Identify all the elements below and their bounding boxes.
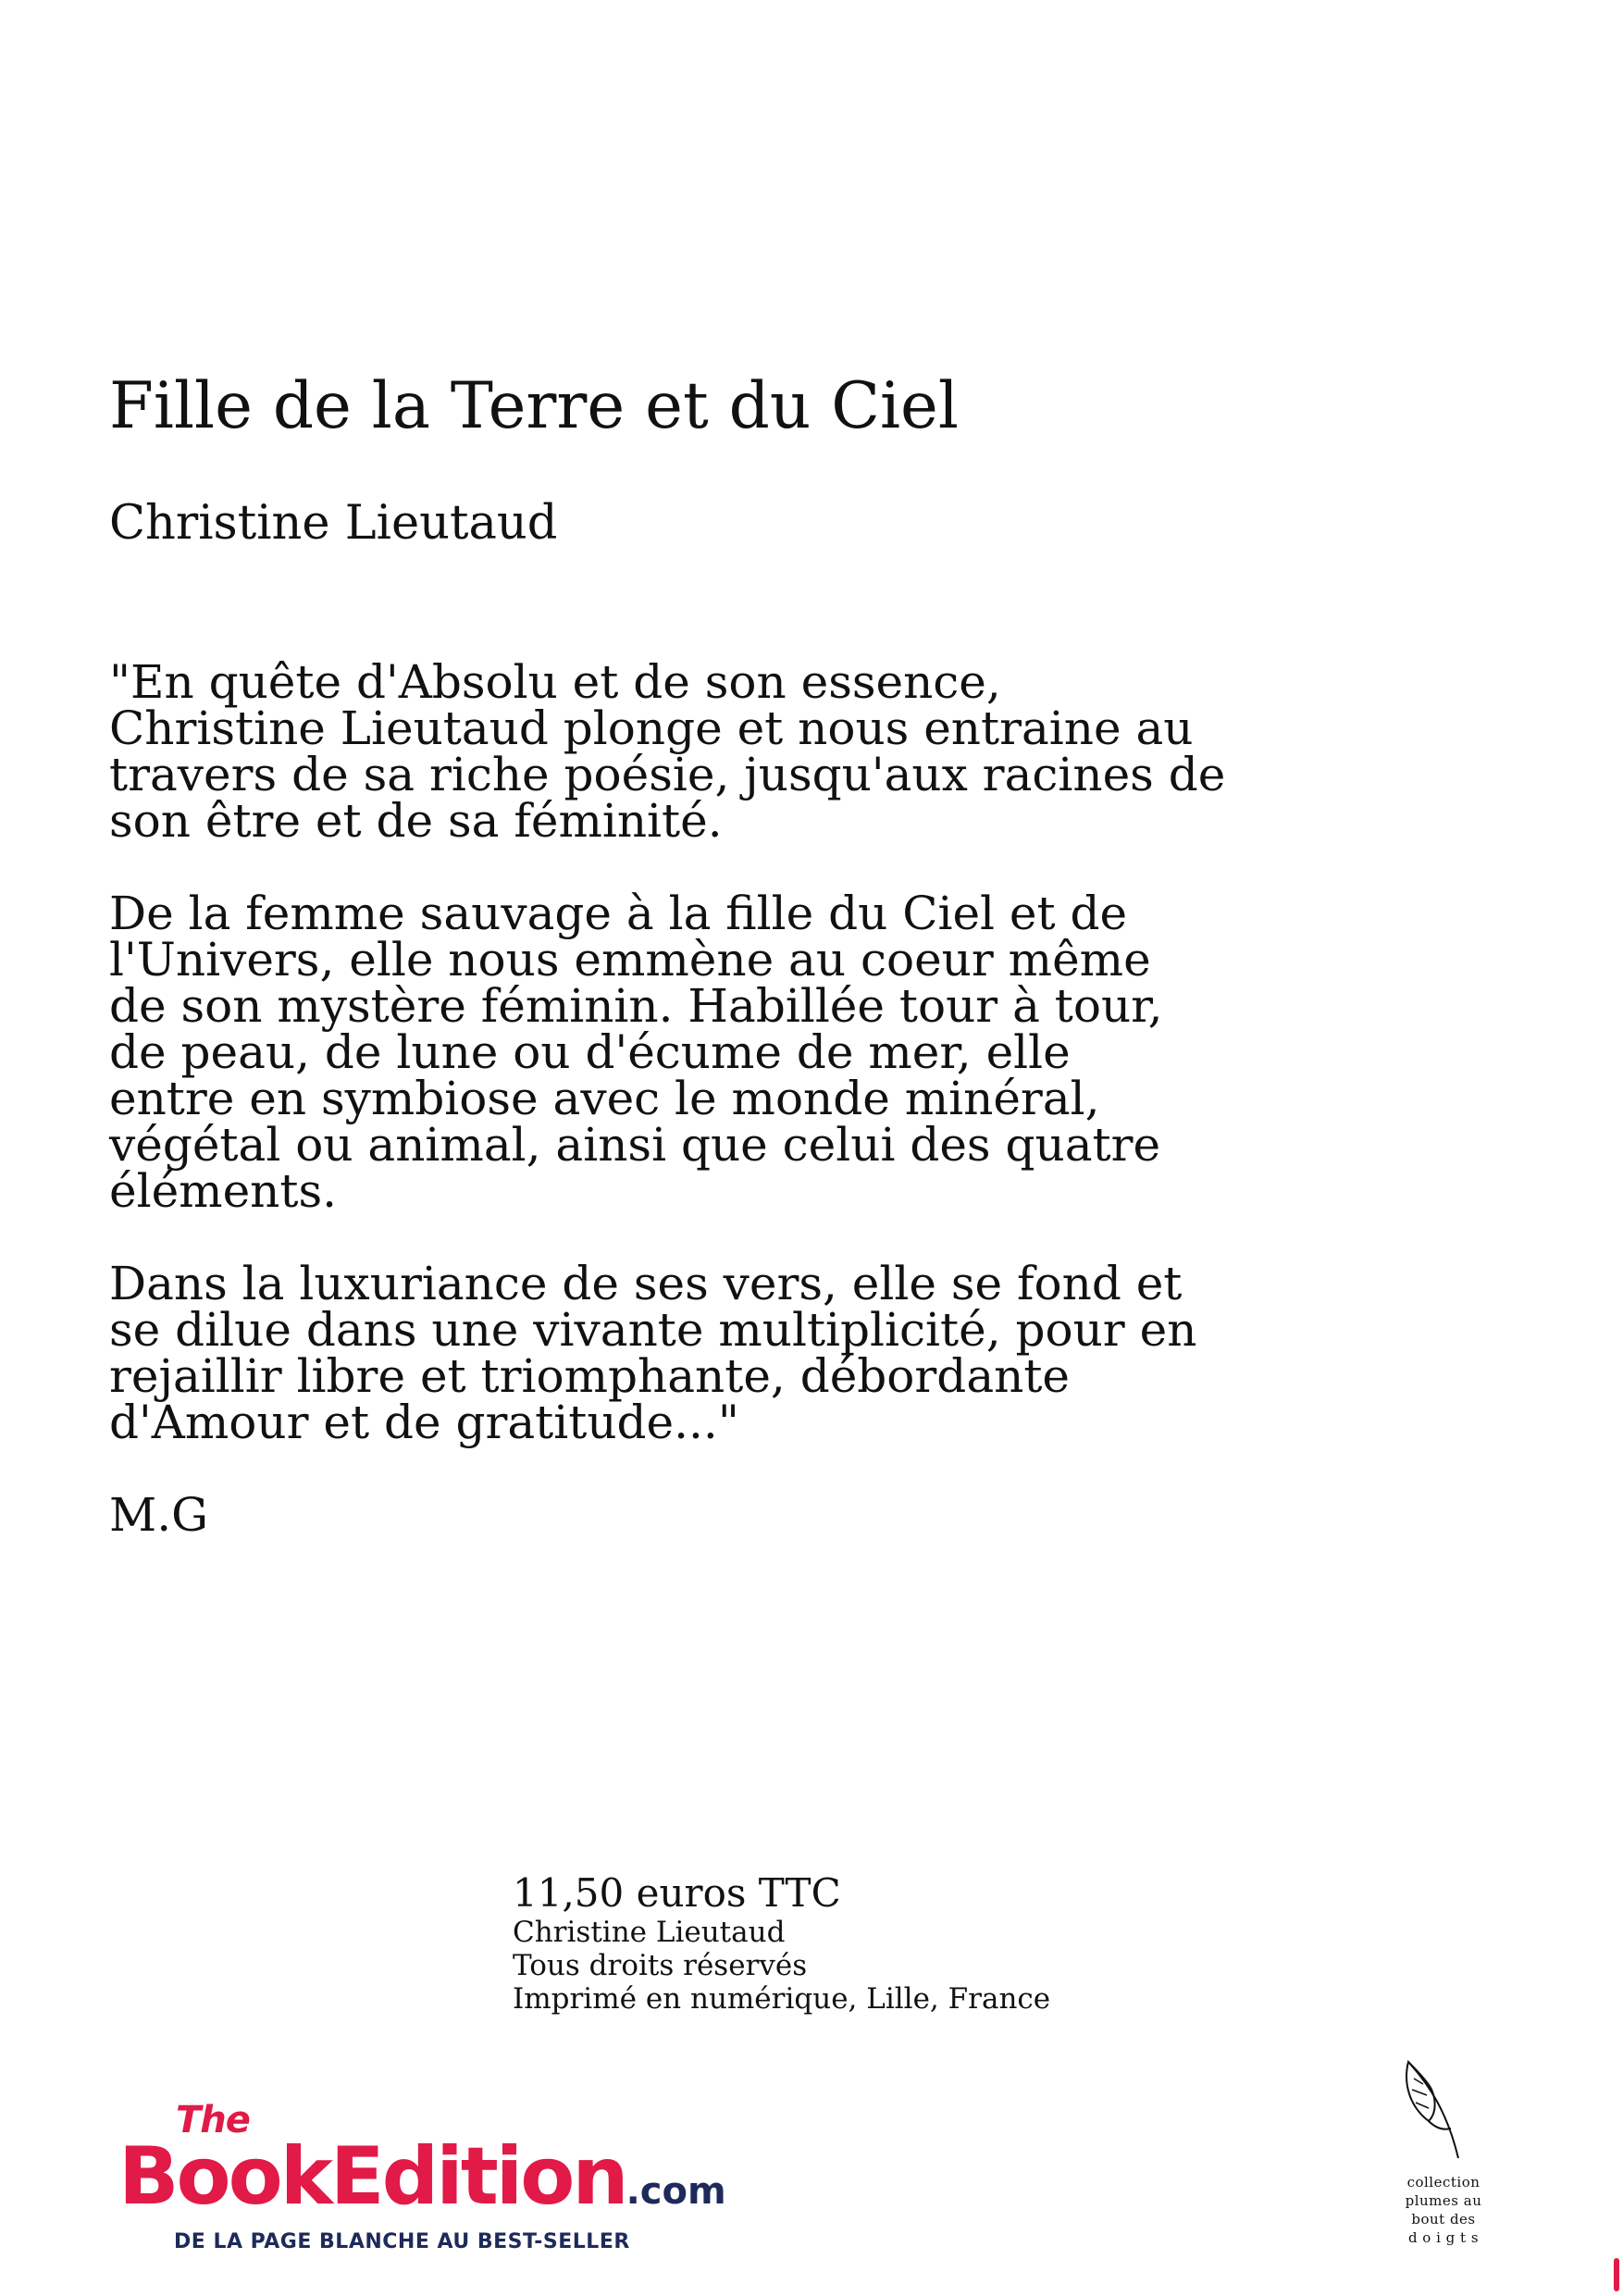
logo-tagline: DE LA PAGE BLANCHE AU BEST-SELLER (174, 2230, 630, 2253)
logo-domain: .com (626, 2170, 726, 2213)
book-author: Christine Lieutaud (109, 496, 558, 551)
collection-mark (1388, 2056, 1499, 2247)
blurb-paragraph: "En quête d'Absolu et de son essence, Christine Lieutaud plonge et nous entraine au travers de sa riche poésie, jusqu'aux racines de son être et de sa féminité. (109, 655, 1226, 848)
imprint-printed: Imprimé en numérique, Lille, France (513, 1982, 1051, 2017)
imprint-author: Christine Lieutaud (513, 1916, 786, 1950)
book-title: Fille de la Terre et du Ciel (109, 369, 959, 443)
back-cover-blurb (109, 655, 1312, 1492)
blurb-paragraph: Dans la luxuriance de ses vers, elle se fond et se dilue dans une vivante multiplicité, pour en rejaillir libre et triomphante, débordante d'Amour et de gratitude..." (109, 1257, 1197, 1449)
corner-mark (1614, 2258, 1619, 2291)
imprint-rights: Tous droits réservés (513, 1949, 808, 1983)
price: 11,50 euros TTC (513, 1870, 841, 1916)
quill-icon (1401, 2056, 1466, 2167)
blurb-signature: M.G (109, 1488, 209, 1542)
logo-the: The (176, 2099, 250, 2141)
imprint-block (513, 1871, 1050, 2016)
blurb-paragraph: De la femme sauvage à la fille du Ciel et de l'Univers, elle nous emmène au coeur même de son mystère féminin. Habillée tour à tour, de peau, de lune ou d'écume de mer, elle entre en symbiose avec le monde minéral, végétal ou animal, ainsi que celui des quatre éléments. (109, 887, 1163, 1218)
collection-label: collection plumes au bout des d o i g t s (1405, 2174, 1482, 2246)
logo-brand (118, 2130, 726, 2223)
logo-brand-name: BookEdition (118, 2130, 626, 2223)
